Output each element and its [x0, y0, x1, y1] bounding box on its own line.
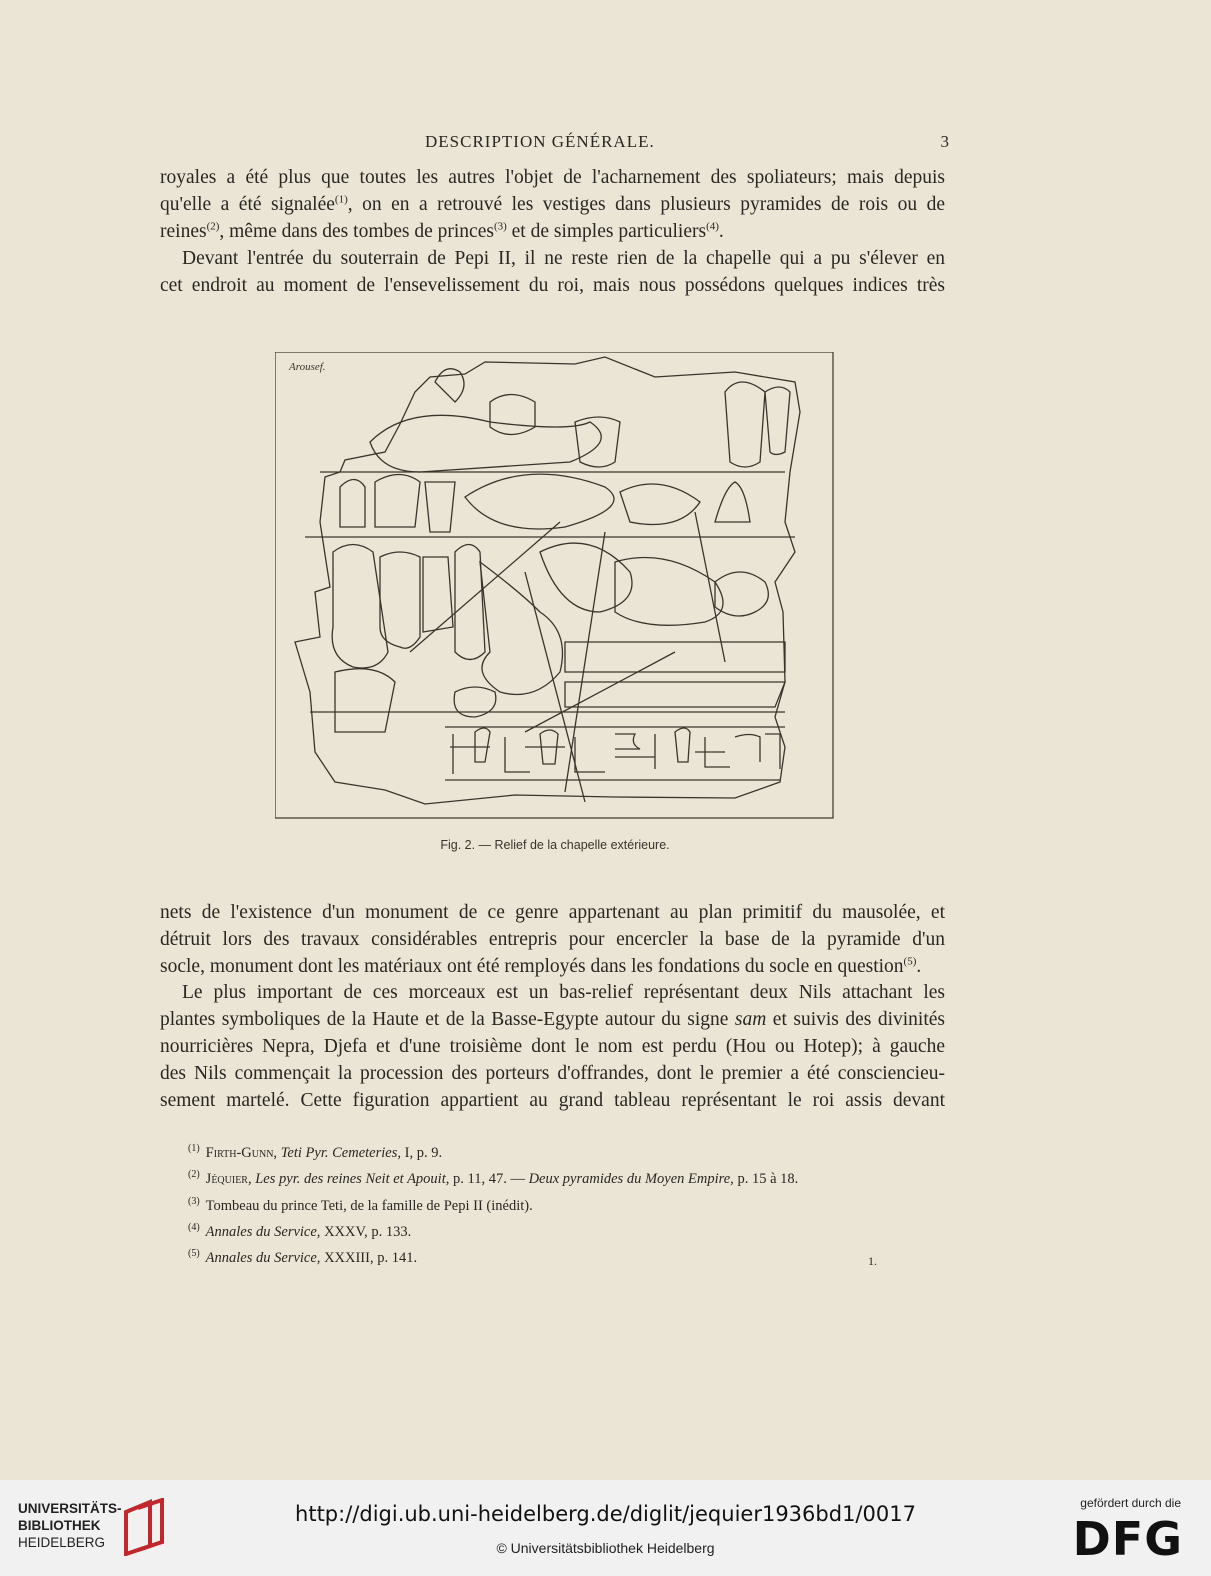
university-name-line: BIBLIOTHEK [18, 1518, 101, 1533]
paragraph-3 [160, 899, 945, 980]
text-line: qu'elle a été signalée$^{(1)}$, on en a retrouvé les vestiges dans plusieurs pyramides de rois ou de [160, 193, 946, 215]
text-line: nourricières Nepra, Djefa et d'une troisième dont le nom est perdu (Hou ou Hotep); à gauche [160, 1036, 945, 1057]
paragraph-2 [160, 245, 945, 299]
artist-signature: Arousef. [289, 361, 326, 373]
footnote-ref[interactable]: (3) [493, 220, 507, 233]
page-number: 3 [940, 132, 950, 151]
paragraph-4 [160, 979, 945, 1114]
footnote-3: $^{(3)}$ Tombeau du prince Teti, de la famille de Pepi II (inédit). [188, 1195, 533, 1214]
footnote-ref[interactable]: (2) [206, 220, 220, 233]
university-name-line: UNIVERSITÄTS- [18, 1501, 122, 1516]
relief-drawing [275, 352, 837, 822]
running-title: DESCRIPTION GÉNÉRALE. [425, 132, 655, 151]
footnote-2: $^{(2)}$ Jéquier, Les pyr. des reines Neit et Apouit, p. 11, 47. — Deux pyramides du Moyen Empire, p. 15 à 18. [188, 1169, 799, 1188]
text-line: Devant l'entrée du souterrain de Pepi II, il ne reste rien de la chapelle qui a pu s'élever en [182, 248, 945, 269]
university-name-line: HEIDELBERG [18, 1535, 106, 1550]
footnote-5: $^{(5)}$ Annales du Service, XXXIII, p. 141. [188, 1248, 418, 1267]
funder-label: gefördert durch die [1080, 1496, 1181, 1510]
footnote-4: $^{(4)}$ Annales du Service, XXXV, p. 133. [188, 1221, 412, 1240]
text-line: cet endroit au moment de l'ensevelissement du roi, mais nous possédons quelques indices très [160, 275, 945, 296]
footnote-ref[interactable]: (1) [334, 193, 348, 206]
copyright-notice: © Universitätsbibliothek Heidelberg [496, 1540, 715, 1556]
footnote-ref[interactable]: (5) [903, 955, 917, 968]
signature-mark: 1. [868, 1254, 877, 1268]
footnote-1: $^{(1)}$ Firth-Gunn, Teti Pyr. Cemeteries, I, p. 9. [188, 1143, 443, 1161]
text-line: sement martelé. Cette figuration appartient au grand tableau représentant le roi assis devant [160, 1090, 945, 1111]
text-line: plantes symboliques de la Haute et de la Basse-Egypte autour du signe sam et suivis des divinités [160, 1009, 946, 1030]
dfg-logo[interactable]: DFG [1072, 1512, 1183, 1566]
text-line: nets de l'existence d'un monument de ce genre appartenant au plan primitif du mausolée, et [160, 902, 945, 923]
text-line: socle, monument dont les matériaux ont été remployés dans les fondations du socle en question$^{(5)}$. [160, 955, 922, 977]
figure-caption: Fig. 2. — Relief de la chapelle extérieure. [440, 838, 670, 852]
text-line: Le plus important de ces morceaux est un bas-relief représentant deux Nils attachant les [182, 982, 945, 1003]
text-line: royales a été plus que toutes les autres l'objet de l'acharnement des spoliateurs; mais depuis [160, 167, 945, 188]
footnote-ref[interactable]: (4) [706, 220, 719, 233]
relief-figure [275, 352, 837, 822]
paragraph-1 [160, 164, 945, 245]
footer-bar [0, 1480, 1211, 1576]
footnotes [188, 1138, 948, 1270]
permalink-url[interactable]: http://digi.ub.uni-heidelberg.de/diglit/jequier1936bd1/0017 [295, 1502, 916, 1526]
text-line: des Nils commençait la procession des porteurs d'offrandes, dont le premier a été consciencieu- [160, 1063, 945, 1084]
text-line: détruit lors des travaux considérables entrepris pour encercler la base de la pyramide d'un [160, 929, 945, 950]
text-line: reines$^{(2)}$, même dans des tombes de princes$^{(3)}$ et de simples particuliers$^{(4)}$. [160, 220, 724, 242]
